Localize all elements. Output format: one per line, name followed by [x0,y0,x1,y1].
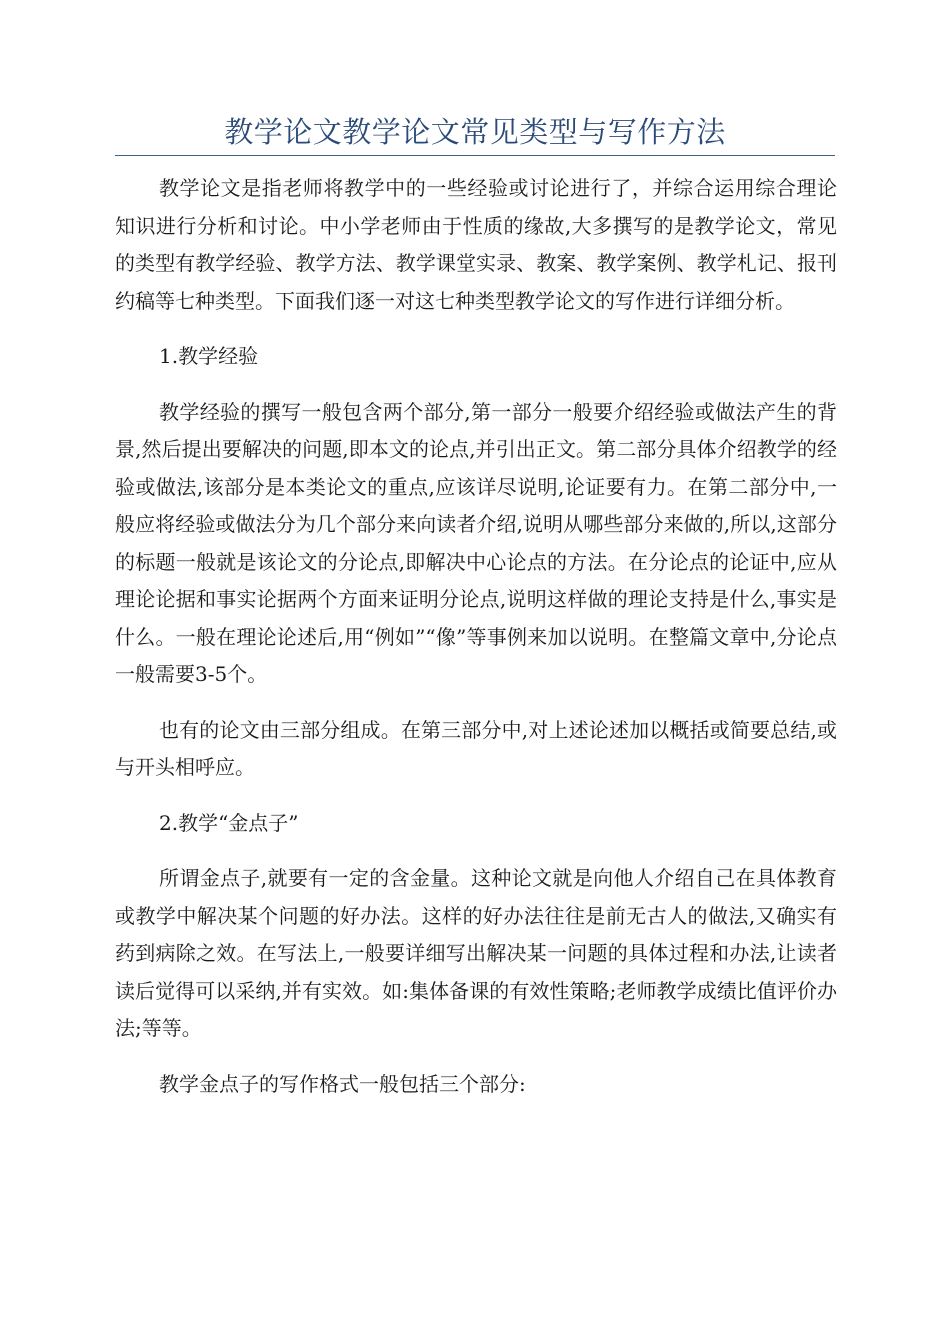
paragraph-intro: 教学论文是指老师将教学中的一些经验或讨论进行了，并综合运用综合理论知识进行分析和讨论。中小学老师由于性质的缘故,大多撰写的是教学论文，常见的类型有教学经验、教学方法、教学课堂实录、教案、教学案例、教学札记、报刊约稿等七种类型。下面我们逐一对这七种类型教学论文的写作进行详细分析。 [115,176,837,313]
document-title: 教学论文教学论文常见类型与写作方法 [224,115,726,149]
paragraph-golden-ideas: 所谓金点子,就要有一定的含金量。这种论文就是向他人介绍自己在具体教育或教学中解决某个问题的好办法。这样的好办法往往是前无古人的做法,又确实有药到病除之效。在写法上,一般要详细写出解决某一问题的具体过程和办法,让读者读后觉得可以采纳,并有实效。如:集体备课的有效性策略;老师教学成绩比值评价办法;等等。 [115,866,837,1040]
title-underline [115,155,835,156]
document-body [115,170,837,1121]
paragraph-golden-ideas-format: 教学金点子的写作格式一般包括三个部分: [159,1071,526,1096]
section-heading-golden-ideas: 2.教学“金点子” [159,810,299,835]
section-heading-teaching-experience: 1.教学经验 [159,344,259,368]
paragraph-experience-structure: 教学经验的撰写一般包含两个部分,第一部分一般要介绍经验或做法产生的背景,然后提出要解决的问题,即本文的论点,并引出正文。第二部分具体介绍教学的经验或做法,该部分是本类论文的重点,应该详尽说明,论证要有力。在第二部分中,一般应将经验或做法分为几个部分来向读者介绍,说明从哪些部分来做的,所以,这部分的标题一般就是该论文的分论点,即解决中心论点的方法。在分论点的论证中,应从理论论据和事实论据两个方面来证明分论点,说明这样做的理论支持是什么,事实是什么。一般在理论论述后,用“例如”“像”等事例来加以说明。在整篇文章中,分论点一般需要3-5个。 [115,399,837,686]
paragraph-three-parts: 也有的论文由三部分组成。在第三部分中,对上述论述加以概括或简要总结,或与开头相呼应。 [115,717,837,779]
